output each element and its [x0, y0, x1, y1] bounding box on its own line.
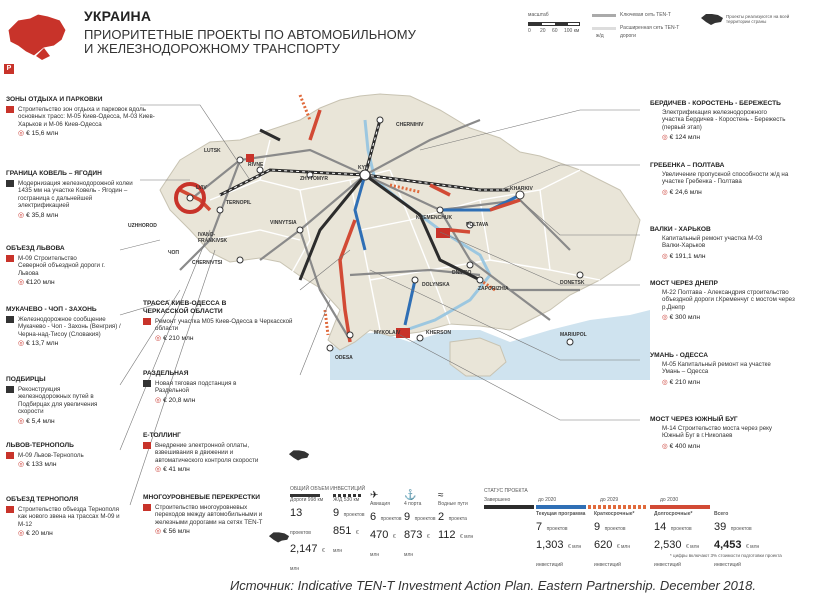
project-desc: Реконструкция железнодорожных путей в Подбирцах для увеличения скорости — [18, 386, 98, 416]
investment-name: Ж/Д 530 км — [333, 497, 360, 503]
project-bug-bridge — [650, 416, 818, 450]
project-desc: Модернизация железнодорожной колеи 1435 мм на участке Ковель - Ягодин – госграница с дальнейшей электрификацией — [18, 180, 133, 210]
status-label: СТАТУС ПРОЕКТА — [484, 488, 528, 494]
status-count: 14 — [654, 521, 667, 533]
legend-road-label: дороги — [620, 33, 636, 39]
city-label: KYIV — [358, 165, 370, 171]
project-desc: М-09 Строительство Северной объездной дороги г. Львова — [18, 255, 105, 277]
coin-icon: ◎ — [662, 188, 668, 196]
status-2029: до 2029 — [600, 497, 619, 503]
status-col-name: Текущая программа — [536, 511, 586, 517]
legend-scale-tick-3: 100 км — [564, 28, 580, 34]
project-title: ЛЬВОВ-ТЕРНОПОЛЬ — [6, 442, 74, 449]
investment-count: 9 — [333, 507, 340, 519]
investment-name: Дороги 998 км — [290, 497, 324, 503]
project-dnipro-bridge — [650, 280, 818, 321]
investment-sum: 2,147 — [290, 543, 318, 555]
status-count: 39 — [714, 521, 727, 533]
investment-road — [290, 494, 326, 575]
status-bar-short — [588, 505, 648, 509]
coin-icon: ◎ — [155, 334, 162, 342]
city-label: KREMENCHUK — [416, 215, 453, 221]
subtitle-line-2: И ЖЕЛЕЗНОДОРОЖНОМУ ТРАНСПОРТУ — [84, 41, 340, 56]
project-cost: € 41 млн — [163, 466, 190, 474]
status-unit: проектов — [604, 526, 626, 532]
project-valky-kharkiv — [650, 226, 818, 260]
status-cur: € млн инвестиций — [654, 544, 700, 568]
status-sum: 2,530 — [654, 539, 682, 551]
coin-icon: ◎ — [155, 396, 162, 404]
project-title: ТРАССА КИЕВ-ОДЕССА В ЧЕРКАССКОЙ ОБЛАСТИ — [143, 300, 227, 315]
project-desc: Ремонт участка М05 Киев-Одесса в Черкасской области — [155, 318, 293, 333]
project-title: ВАЛКИ - ХАРЬКОВ — [650, 226, 711, 233]
project-cost: €120 млн — [26, 279, 55, 287]
legend-rail-label: ж/д — [596, 33, 604, 39]
coin-icon: ◎ — [18, 530, 25, 538]
project-cost: € 13,7 млн — [26, 340, 59, 348]
status-done: Завершено — [484, 497, 511, 503]
project-cost: € 20 млн — [26, 530, 53, 538]
status-unit: проектов — [546, 526, 568, 532]
city-label: CHERNIHIV — [396, 122, 424, 128]
project-desc: Внедрение электронной оплаты, взвешивания в движении и автоматического контроля скорости — [155, 442, 259, 464]
investment-aviation — [370, 490, 406, 561]
project-desc: Строительство объезда Тернополя как нового звена на трассах М-09 и М-12 — [18, 506, 120, 528]
investment-cur: € млн — [404, 534, 430, 558]
project-desc: М-14 Строительство моста через реку Южный Буг в г.Николаев — [662, 425, 773, 440]
legend-scale-label: масштаб — [528, 12, 549, 18]
project-title: МНОГОУРОВНЕВЫЕ ПЕРЕКРЕСТКИ — [143, 494, 261, 501]
project-title: ЗОНЫ ОТДЫХА И ПАРКОВКИ — [6, 96, 103, 103]
investment-sum: 851 — [333, 525, 352, 537]
status-sum: 620 — [594, 539, 613, 551]
status-col-short — [594, 511, 650, 571]
project-title: ГРАНИЦА КОВЕЛЬ – ЯГОДИН — [6, 170, 102, 177]
investment-ports — [404, 490, 440, 561]
coin-icon: ◎ — [662, 134, 668, 142]
project-desc: Капитальный ремонт участка М-03 Валки-Харьков — [662, 235, 763, 250]
city-label: LVIV — [196, 185, 207, 191]
coin-icon: ◎ — [155, 466, 162, 474]
subtitle-line-1: ПРИОРИТЕТНЫЕ ПРОЕКТЫ ПО АВТОМОБИЛЬНОМУ — [84, 27, 416, 42]
investment-unit: проектов — [290, 530, 311, 536]
country-badge: P — [4, 64, 14, 74]
status-cur: € млн инвестиций — [714, 544, 760, 568]
legend-scale-tick-2: 60 — [552, 28, 558, 34]
project-title: ПОДБИРЦЫ — [6, 376, 46, 383]
investment-unit: проектов — [414, 516, 436, 522]
project-cost: € 133 млн — [26, 461, 57, 469]
investment-count: 2 — [438, 511, 445, 523]
status-count: 9 — [594, 521, 601, 533]
coin-icon: ◎ — [155, 528, 162, 536]
status-sum: 4,453 — [714, 539, 742, 551]
city-label: KHARKIV — [510, 186, 533, 192]
project-cost: € 210 млн — [163, 334, 194, 342]
project-desc: Новая тяговая подстанция в Раздельной — [155, 380, 237, 395]
investment-cur: € млн — [333, 530, 359, 554]
project-cost: € 20,8 млн — [163, 396, 196, 404]
project-cost: € 191,1 млн — [669, 252, 706, 260]
status-sum: 1,303 — [536, 539, 564, 551]
city-label: KHERSON — [426, 330, 452, 336]
project-hrebinka-poltava — [650, 162, 818, 196]
status-unit: проектов — [730, 526, 752, 532]
project-title: Е-ТОЛЛИНГ — [143, 432, 181, 439]
project-desc: Строительство многоуровневых переходов между автомобильными и железными дорогами на сетях TEN-T — [155, 504, 263, 526]
status-col-name: Долгосрочные* — [654, 511, 693, 517]
investment-name: 4 порта — [404, 501, 422, 507]
project-cost: € 300 млн — [669, 314, 700, 322]
source-footer: Источник: Indicative TEN-T Investment Action Plan. Eastern Partnership. December 2018. — [230, 578, 756, 593]
city-label: ZHYTOMYR — [300, 176, 328, 182]
project-cost: € 35,8 млн — [26, 211, 59, 219]
project-kyiv-odesa-cherkasy — [143, 300, 301, 343]
coin-icon: ◎ — [662, 378, 668, 386]
status-col-current — [536, 511, 592, 571]
city-label: DONETSK — [560, 280, 585, 286]
status-col-name: Краткосрочные* — [594, 511, 635, 517]
investment-sum: 873 — [404, 529, 423, 541]
investment-unit: проектов — [343, 512, 365, 518]
legend-country-label: Проекты реализуются на всей территории страны — [726, 14, 790, 24]
investment-count: 13 — [290, 507, 303, 519]
waves-icon: ≈ — [438, 490, 444, 501]
investment-cur: € млн — [290, 548, 325, 572]
city-label: POLTAVA — [466, 222, 489, 228]
investment-unit: проектов — [380, 516, 402, 522]
city-label: LUTSK — [204, 148, 221, 154]
project-uman-odesa — [650, 352, 818, 386]
status-cur: € млн инвестиций — [594, 544, 631, 568]
project-desc: М-22 Полтава - Александрия строительство объездной дороги г.Кременчуг с мостом через р.Днепр — [662, 289, 795, 311]
project-title: РАЗДЕЛЬНАЯ — [143, 370, 189, 377]
investment-sum: 112 — [438, 529, 456, 541]
status-unit: проектов — [670, 526, 692, 532]
status-col-long — [654, 511, 710, 571]
coin-icon: ◎ — [18, 461, 25, 469]
coin-icon: ◎ — [662, 252, 668, 260]
coin-icon: ◎ — [18, 130, 25, 138]
status-count: 7 — [536, 521, 543, 533]
coin-icon: ◎ — [18, 211, 25, 219]
city-label: UZHHOROD — [128, 223, 157, 229]
city-label: DNIPRO — [452, 270, 472, 276]
project-berdychiv-korosten — [650, 100, 818, 141]
coin-icon: ◎ — [18, 340, 25, 348]
city-label: ЧОП — [168, 250, 179, 256]
status-cur: € млн инвестиций — [536, 544, 582, 568]
legend-scale-tick-1: 20 — [540, 28, 546, 34]
project-title: ОБЪЕЗД ТЕРНОПОЛЯ — [6, 496, 79, 503]
country-wide-icon — [268, 530, 290, 549]
city-label: ODESA — [335, 355, 353, 361]
project-title: МУКАЧЕВО - ЧОП - ЗАХОНЬ — [6, 306, 97, 313]
legend-ten-t-label: Kлючевая сеть TEN-T — [620, 12, 671, 18]
plane-icon: ✈ — [370, 490, 379, 501]
status-col-total — [714, 511, 774, 571]
legend-ten-t-ext-label: Расширенная сеть TEN-T — [620, 25, 680, 31]
city-label: VINNYTSIA — [270, 220, 297, 226]
investment-cur: € млн — [460, 534, 474, 540]
project-desc: Электрификация железнодорожного участка Бердичев - Коростень - Бережесть (первый этап) — [662, 109, 786, 131]
investment-waterways — [438, 490, 478, 543]
project-title: БЕРДИЧЕВ - КОРОСТЕНЬ - БЕРЕЖЕСТЬ — [650, 100, 781, 107]
coin-icon: ◎ — [662, 314, 668, 322]
project-cost: € 124 млн — [669, 134, 700, 142]
project-cost: € 210 млн — [669, 378, 700, 386]
investment-unit: проекта — [448, 516, 467, 522]
project-title: УМАНЬ - ОДЕССА — [650, 352, 708, 359]
project-title: МОСТ ЧЕРЕЗ ЮЖНЫЙ БУГ — [650, 416, 738, 423]
status-2030: до 2030 — [660, 497, 679, 503]
project-cost: € 24,6 млн — [669, 188, 702, 196]
status-bar-long — [650, 505, 710, 509]
project-cost: € 15,6 млн — [26, 130, 59, 138]
project-cost: € 400 млн — [669, 442, 700, 450]
project-title: ГРЕБЕНКА – ПОЛТАВА — [650, 162, 725, 169]
city-label: IVANO-FRANKIVSK — [198, 232, 228, 244]
investment-cur: € млн — [370, 534, 396, 558]
project-desc: М-05 Капитальный ремонт на участке Умань – Одесса — [662, 361, 771, 376]
investment-name: Водные пути — [438, 501, 468, 507]
status-note: * цифры включают 3% стоимости подготовки проекта — [670, 553, 782, 558]
legend-scale-tick-0: 0 — [528, 28, 531, 34]
city-label: MYKOLAIV — [374, 330, 401, 336]
city-label: TERNOPIL — [226, 200, 252, 206]
investment-count: 6 — [370, 511, 377, 523]
project-desc: Увеличение пропускной способности ж/д на участке Гребенка - Полтава — [662, 171, 789, 186]
status-bar-current — [536, 505, 586, 509]
status-2020: до 2020 — [538, 497, 557, 503]
city-label: DOLYNSKA — [422, 282, 450, 288]
city-label: RIVNE — [248, 162, 264, 168]
project-desc: Железнодорожное сообщение Мукачево - Чоп - Захонь (Венгрия) / Черна-над-Тисоу (Словакия) — [18, 316, 121, 338]
city-label: ZAPORIZHIA — [478, 286, 509, 292]
anchor-icon: ⚓ — [404, 490, 417, 501]
project-desc: М-09 Львов-Тернополь — [18, 452, 84, 459]
project-rozdilna — [143, 370, 301, 405]
city-label: CHERNIVTSI — [192, 260, 223, 266]
status-col-name: Всего — [714, 511, 729, 517]
project-title: МОСТ ЧЕРЕЗ ДНЕПР — [650, 280, 718, 287]
country-title: УКРАИНА — [84, 8, 152, 24]
project-cost: € 56 млн — [163, 528, 190, 536]
coin-icon: ◎ — [662, 442, 668, 450]
investment-sum: 470 — [370, 529, 389, 541]
investment-rail — [333, 494, 369, 557]
country-wide-icon — [288, 448, 310, 467]
investment-name: Авиация — [370, 501, 390, 507]
project-e-tolling — [143, 432, 301, 474]
project-desc: Строительство зон отдыха и парковок вдоль основных трасс: М-05 Киев-Одесса, М-03 Киев-Харьков и М-06 Киев-Одесса — [18, 106, 155, 128]
investment-label: ОБЩИЙ ОБЪЕМ ИНВЕСТИЦИЙ — [290, 486, 366, 492]
project-cost: € 5,4 млн — [26, 417, 55, 425]
project-title: ОБЪЕЗД ЛЬВОВА — [6, 245, 65, 252]
status-bar-done — [484, 505, 534, 509]
coin-icon: ◎ — [18, 417, 25, 425]
coin-icon: ◎ — [18, 279, 25, 287]
investment-count: 9 — [404, 511, 411, 523]
city-label: MARIUPOL — [560, 332, 587, 338]
